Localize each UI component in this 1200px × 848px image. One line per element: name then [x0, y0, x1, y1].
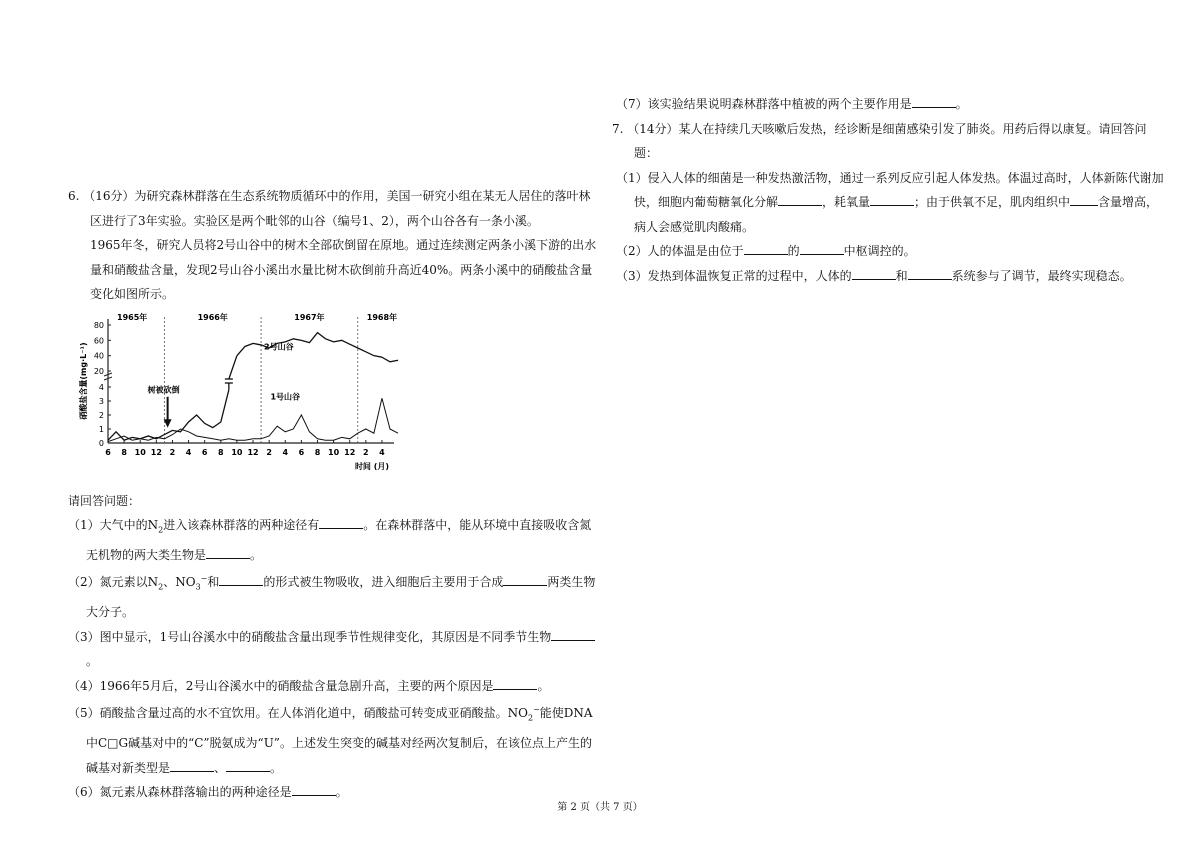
x-tick-label: 6 [298, 447, 305, 457]
q7-sub-1: （1）侵入人体的细菌是一种发热激活物，通过一系列反应引起人体发热。体温过高时，人体新陈代谢加快，细胞内葡萄糖氧化分解 ，耗氧量 ；由于供氧不足，肌肉组织中 含量增高，病人会感觉肌肉酸痛。 [616, 170, 1164, 234]
q6-sub-5: （5）硝酸盐含量过高的水不宜饮用。在人体消化道中，硝酸盐可转变成亚硝酸盐。$NO_2^-$能使DNA中C□G碱基对中的“C”脱氨成为“U”。上述发生突变的碱基对经两次复制后，在该位点上产生的碱基对新类型是 、 。 [68, 705, 593, 775]
x-tick-label: 2 [363, 447, 369, 457]
x-tick-label: 2 [169, 447, 176, 457]
y-tick-label: 3 [98, 396, 104, 406]
right-column [612, 92, 1164, 288]
q7-sub-2: （2）人的体温是由位于 的 中枢调控的。 [616, 239, 1164, 264]
x-tick-label: 12 [247, 447, 259, 457]
x-tick-label: 10 [134, 447, 146, 457]
blank[interactable] [908, 265, 952, 280]
q6-prompt: 请回答问题： [68, 493, 141, 508]
x-tick-label: 4 [282, 447, 289, 457]
x-tick-label: 4 [379, 447, 385, 457]
q6-sub-1: （1）大气中的$N_2$进入该森林群落的两种途径有 。在森林群落中，能从环境中直接吸收含氮无机物的两大类生物是 。 [68, 513, 598, 567]
blank[interactable] [744, 240, 788, 255]
y-axis-label: 硝酸盐含量(mg·L⁻¹) [79, 341, 88, 420]
x-tick-label: 10 [231, 447, 243, 457]
y-tick-label: 0 [98, 438, 104, 448]
x-tick-label: 12 [150, 447, 162, 457]
blank[interactable] [551, 626, 595, 641]
blank[interactable] [852, 265, 896, 280]
annotation-arrow-head [164, 419, 172, 427]
year-label: 1965年 [117, 312, 148, 322]
nitrate-chart [72, 311, 412, 483]
x-tick-label: 2 [266, 447, 272, 457]
q6-intro-1: 6. （16分）为研究森林群落在生态系统物质循环中的作用，美国一研究小组在某无人居住的落叶林区进行了3年实验。实验区是两个毗邻的山谷（编号1、2），两个山谷各有一条小溪。 [68, 189, 591, 228]
blank[interactable] [319, 514, 363, 529]
y-tick-label: 1 [98, 424, 104, 434]
x-tick-label: 8 [314, 447, 321, 457]
x-tick-label: 6 [105, 447, 111, 457]
year-label: 1968年 [366, 312, 398, 322]
blank[interactable] [870, 191, 914, 206]
x-tick-label: 8 [121, 447, 127, 457]
x-tick-label: 6 [201, 447, 208, 457]
nitrate-chart-svg [72, 311, 412, 483]
page-footer: 第 2 页（共 7 页） [557, 802, 643, 813]
q6-sub-4: （4）1966年5月后，2号山谷溪水中的硝酸盐含量急剧升高，主要的两个原因是 。 [68, 674, 598, 699]
x-axis-label: 时间 (月) [354, 461, 390, 471]
year-label: 1967年 [294, 312, 325, 322]
series-label-valley2: 2号山谷 [264, 342, 294, 352]
blank[interactable] [1070, 191, 1098, 206]
annotation-label: 树被砍倒 [147, 385, 180, 395]
series-valley1-line [108, 398, 398, 441]
year-label: 1966年 [197, 312, 228, 322]
x-tick-label: 4 [185, 447, 192, 457]
y-tick-label: 4 [98, 382, 104, 392]
q7-sub-3: （3）发热到体温恢复正常的过程中，人体的 和 系统参与了调节，最终实现稳态。 [616, 264, 1164, 289]
y-tick-label: 2 [98, 410, 104, 420]
blank[interactable] [219, 571, 263, 586]
q6-intro-2: 1965年冬，研究人员将2号山谷中的树木全部砍倒留在原地。通过连续测定两条小溪下游的出水量和硝酸盐含量，发现2号山谷小溪出水量比树木砍倒前升高近40%。两条小溪中的硝酸盐含量变化如图所示。 [90, 238, 597, 301]
q6-sub-2: （2）氮元素以$N_2$、$NO_3^-$和 的形式被生物吸收，进入细胞后主要用于合成 两类生物大分子。 [68, 567, 598, 624]
blank[interactable] [778, 191, 822, 206]
blank[interactable] [493, 675, 537, 690]
x-tick-label: 10 [328, 447, 340, 457]
blank[interactable] [170, 757, 214, 772]
x-tick-label: 12 [344, 447, 356, 457]
q6-sub-7: （7）该实验结果说明森林群落中植被的两个主要作用是 。 [612, 92, 1164, 117]
x-tick-label: 8 [218, 447, 224, 457]
blank[interactable] [292, 781, 336, 796]
series-valley2-jump [229, 355, 237, 378]
y-tick-label: 20 [93, 366, 104, 376]
q7-head: 7. （14分）某人在持续几天咳嗽后发热，经诊断是细菌感染引发了肺炎。用药后得以康复。请回答问题： [612, 121, 1147, 160]
blank[interactable] [800, 240, 844, 255]
y-tick-label: 60 [93, 335, 104, 345]
series-label-valley1: 1号山谷 [270, 392, 301, 402]
blank[interactable] [206, 544, 250, 559]
left-column [68, 184, 598, 805]
q6-sub-6: （6）氮元素从森林群落输出的两种途径是 。 [68, 780, 598, 805]
y-tick-label: 80 [93, 320, 104, 330]
blank[interactable] [912, 93, 956, 108]
blank[interactable] [503, 571, 547, 586]
q6-sub-3: （3）图中显示，1号山谷溪水中的硝酸盐含量出现季节性规律变化，其原因是不同季节生物。 [68, 625, 598, 674]
blank[interactable] [226, 757, 270, 772]
y-tick-label: 40 [93, 351, 104, 361]
